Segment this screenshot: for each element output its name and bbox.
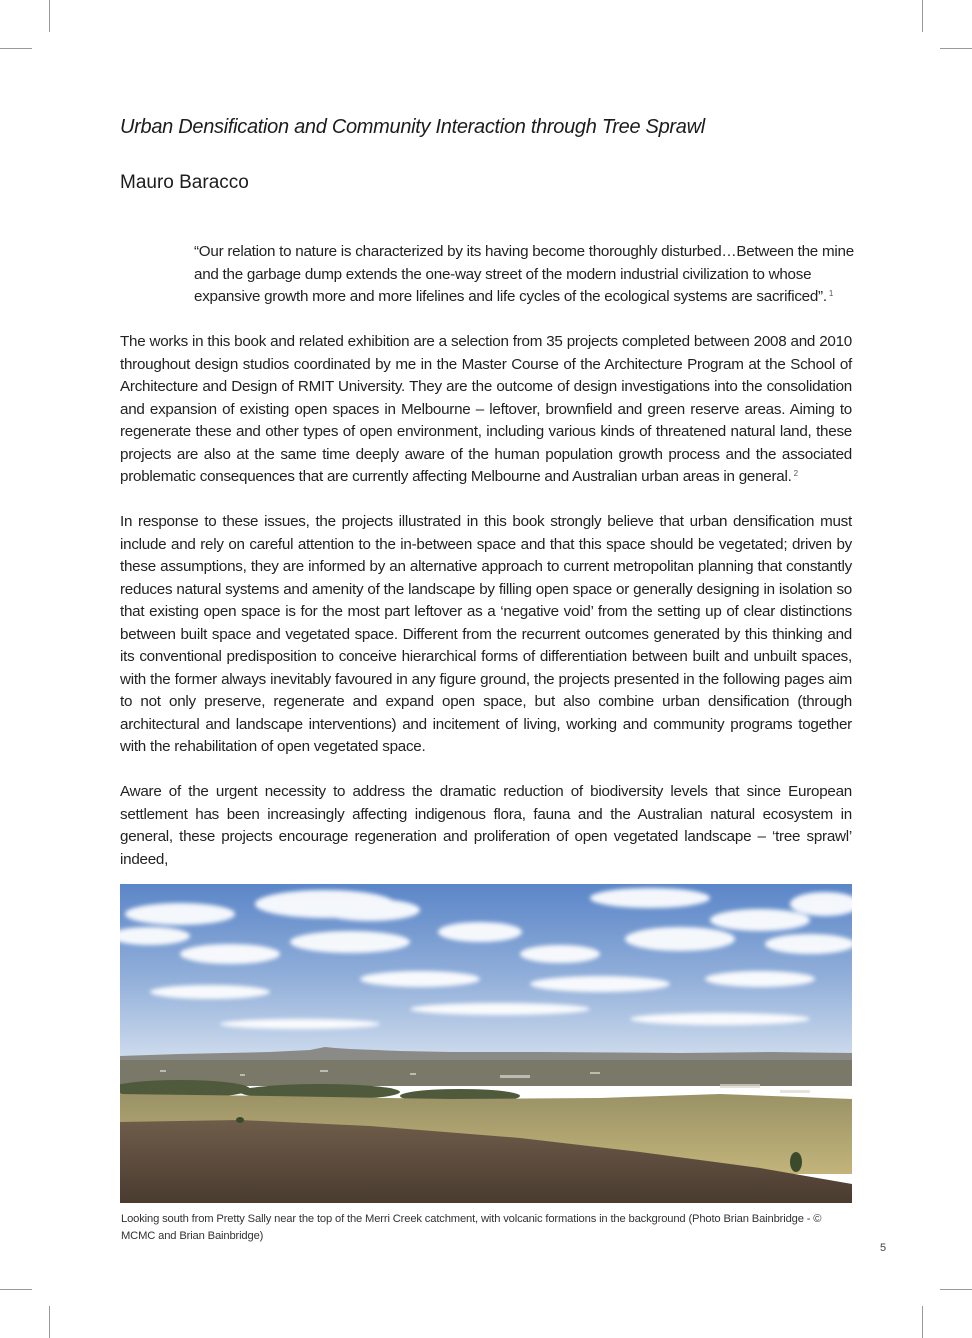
epigraph-quote: [194, 241, 854, 309]
quote-text: “Our relation to nature is characterized by its having become thoroughly disturbed…Between the mine and the garbage dump extends the one-way street of the modern industrial civilization to whose expansive growth more and more lifelines and life cycles of the ecological systems are sacrificed”.: [194, 243, 854, 305]
crop-mark: [940, 1289, 972, 1290]
paragraph-text: In response to these issues, the projects illustrated in this book strongly believe that urban densification must include and rely on careful attention to the in-between space and that this space should be vegetated; driven by these assumptions, they are informed by an alternative approach to current metropolitan planning that constantly reduces natural systems and amenity of the landscape by filling open space or generally designing in isolation so that existing open space is for the most part leftover as a ‘negative void’ from the setting up of clear distinctions between built space and vegetated space. Different from the recurrent outcomes generated by this thinking and its conventional predisposition to conceive hierarchical forms of differentiation between built and unbuilt spaces, with the former always inevitably favoured in any figure ground, the projects presented in the following pages aim to not only preserve, regenerate and expand open space, but also combine urban densification (through architectural and landscape interventions) and incitement of living, working and community programs together with the rehabilitation of open vegetated space.: [120, 513, 852, 755]
body-paragraph-1: [120, 331, 852, 489]
body-paragraph-3: [120, 781, 852, 871]
crop-mark: [49, 1306, 50, 1338]
paragraph-text: Aware of the urgent necessity to address the dramatic reduction of biodiversity levels that since European settlement has been increasingly affecting indigenous flora, fauna and the Australian natural ecosystem in general, these projects encourage regeneration and proliferation of open vegetated landscape – ‘tree sprawl’ indeed,: [120, 783, 852, 868]
town: [120, 1060, 852, 1086]
article-title: Urban Densification and Community Interaction through Tree Sprawl: [120, 116, 705, 138]
crop-mark: [922, 1306, 923, 1338]
figure-caption: Looking south from Pretty Sally near the top of the Merri Creek catchment, with volcanic formations in the background (Photo Brian Bainbridge - © MCMC and Brian Bainbridge): [121, 1213, 822, 1242]
landscape-photo: [120, 884, 852, 1203]
crop-mark: [49, 0, 50, 32]
footnote-marker: 1: [828, 289, 834, 298]
footnote-marker: 2: [793, 469, 798, 478]
body-paragraph-2: [120, 511, 852, 759]
paragraph-text: The works in this book and related exhibition are a selection from 35 projects completed between 2008 and 2010 throughout design studios coordinated by me in the Master Course of the Architecture Program at the School of Architecture and Design of RMIT University. They are the outcome of design investigations into the consolidation and expansion of existing open spaces in Melbourne – leftover, brownfield and green reserve areas. Aiming to regenerate these and other types of open environment, including various kinds of threatened natural land, these projects are also at the same time deeply aware of the human population growth process and the associated problematic consequences that are currently affecting Melbourne and Australian urban areas in general.: [120, 333, 852, 485]
crop-mark: [940, 48, 972, 49]
crop-mark: [922, 0, 923, 32]
crop-mark: [0, 1289, 32, 1290]
crop-mark: [0, 48, 32, 49]
page-number: 5: [880, 1242, 887, 1254]
author-name: Mauro Baracco: [120, 172, 249, 193]
